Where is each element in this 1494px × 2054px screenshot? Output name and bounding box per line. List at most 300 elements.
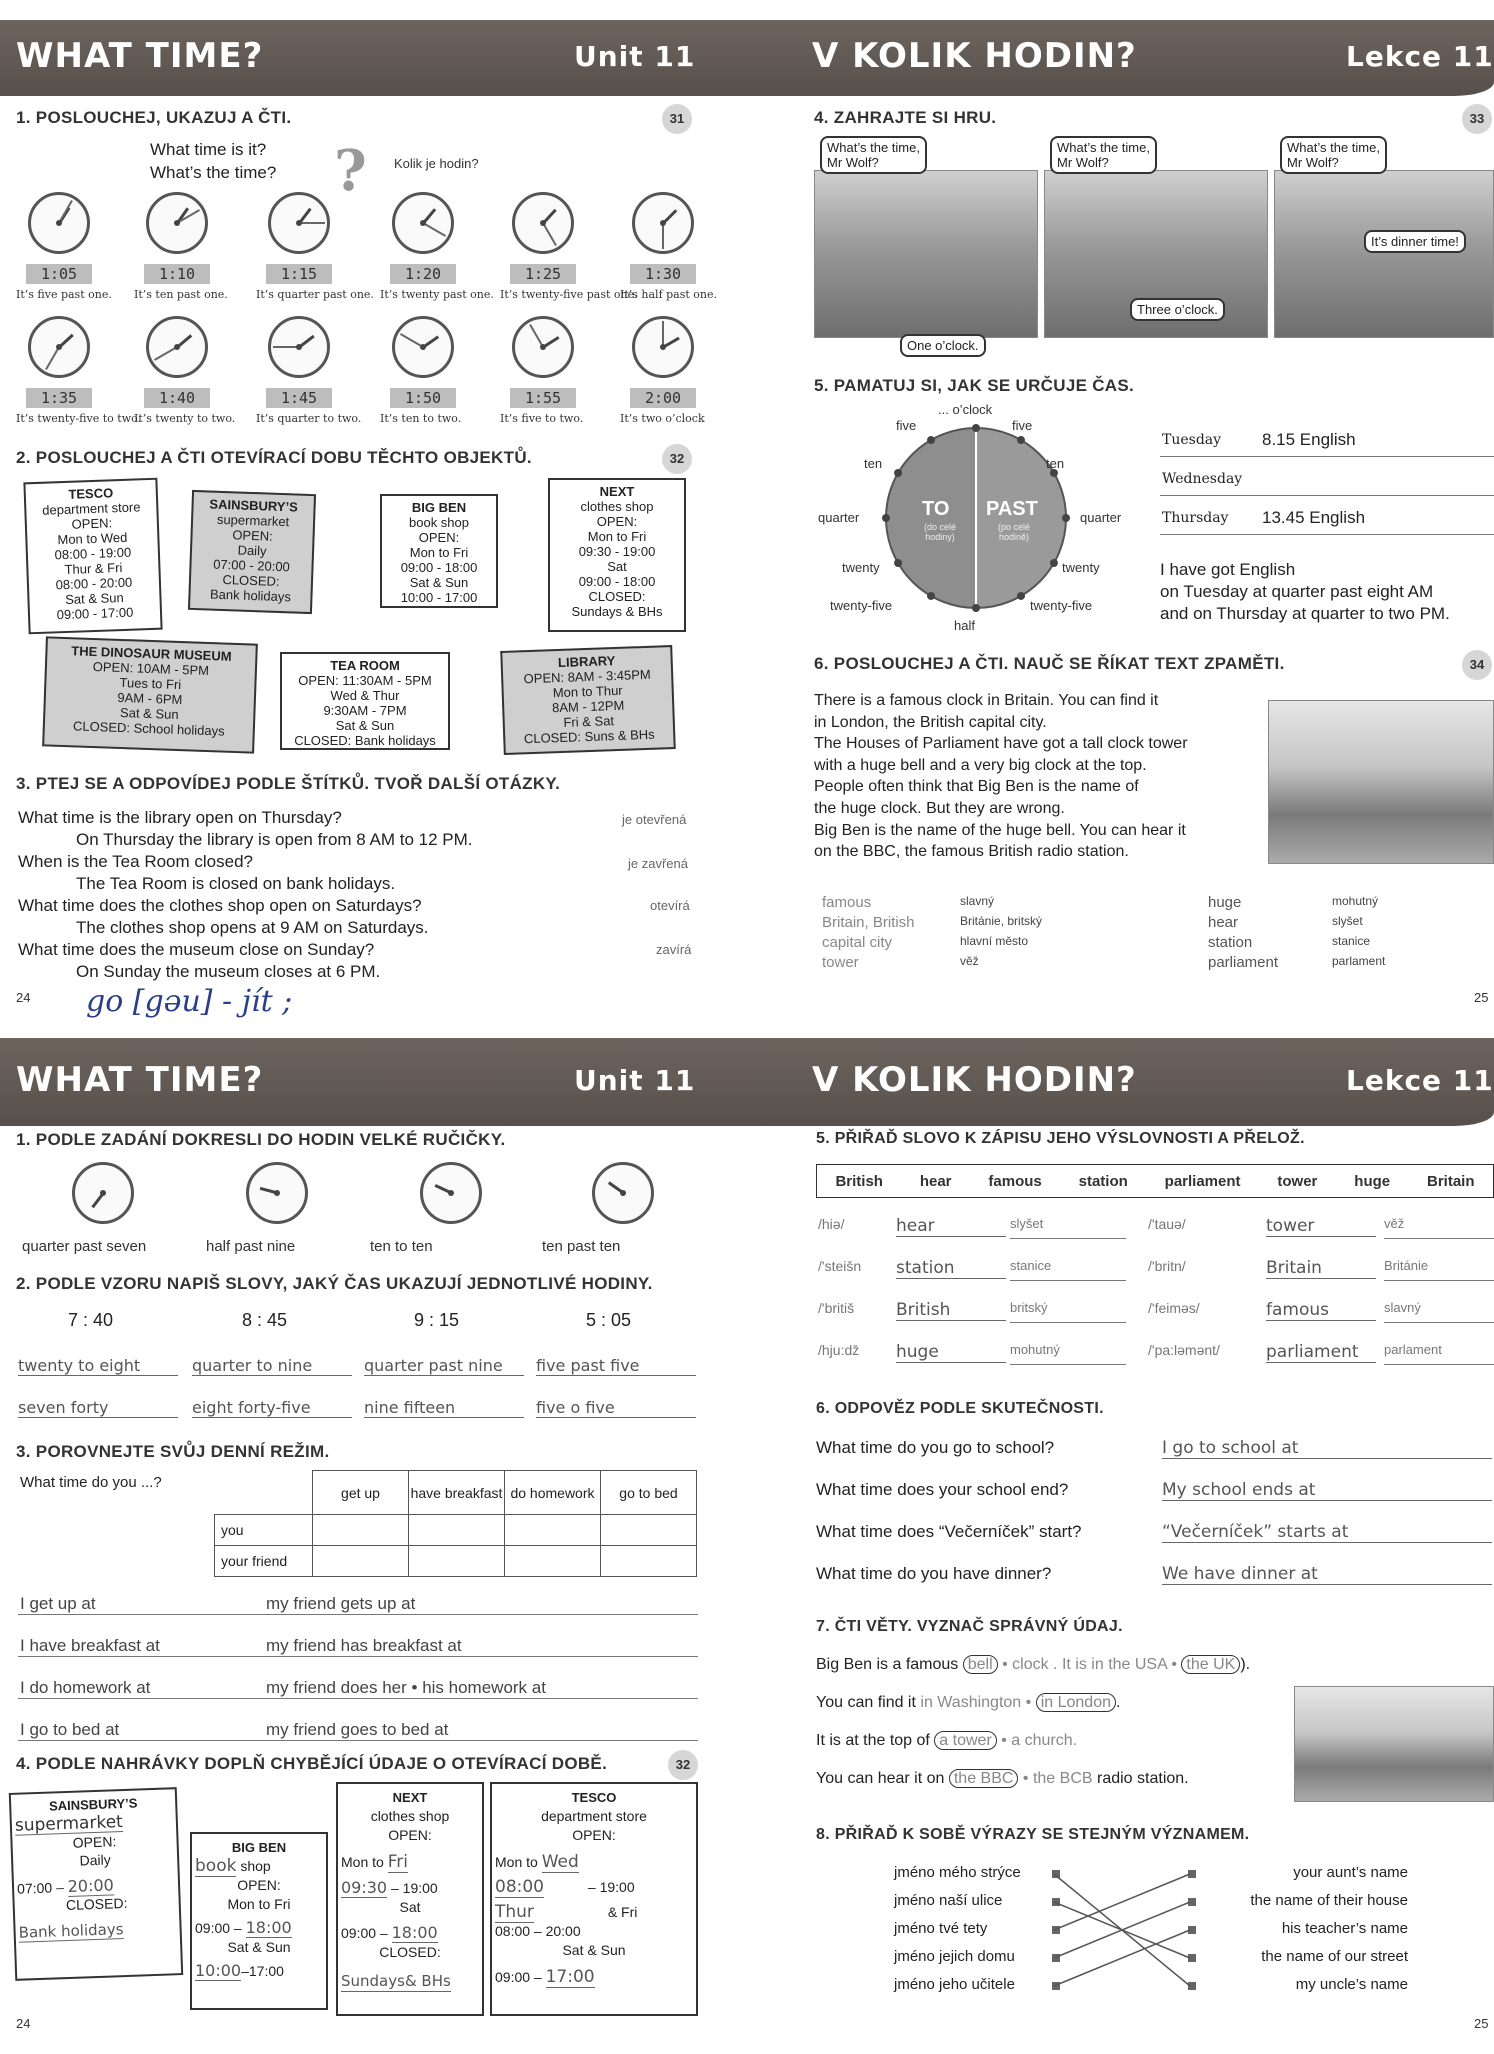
match-right: your aunt’s name — [1293, 1864, 1408, 1881]
clock-caption: quarter past seven — [22, 1238, 147, 1255]
ex3-title: 3. PTEJ SE A ODPOVÍDEJ PODLE ŠTÍTKŮ. TVOŘ DALŠÍ OTÁZKY. — [16, 774, 561, 793]
card-line: book shop — [409, 515, 469, 530]
sentence-text: . — [1116, 1694, 1121, 1711]
vocab-cell: capital city — [822, 934, 893, 951]
to-sub: (do celé hodiny) — [923, 522, 957, 542]
col-go-to-bed: go to bed — [601, 1471, 697, 1515]
ex3-side-note: zavírá — [656, 942, 692, 957]
handwritten-answer: 18:00 — [391, 1923, 438, 1942]
b-ex5-title: 5. PŘIŘAĎ SLOVO K ZÁPISU JEHO VÝSLOVNOSTI A PŘELOŽ. — [816, 1130, 1305, 1147]
card-line: CLOSED: — [588, 589, 646, 604]
ex5-sentence: and on Thursday at quarter to two PM. — [1160, 604, 1450, 623]
card-name: TESCO — [571, 1790, 617, 1805]
card-line: 09:00 - 17:00 — [56, 604, 134, 623]
card-line: clothes shop — [370, 1808, 450, 1824]
ex6-title: 6. POSLOUCHEJ A ČTI. NAUČ SE ŘÍKAT TEXT ZPAMĚTI. — [814, 654, 1285, 673]
match-left: jméno naší ulice — [894, 1892, 1003, 1909]
dialogue-line: On Thursday the library is open from 8 AM to 12 PM. — [76, 830, 473, 849]
ex3-side-note: otevírá — [650, 898, 690, 913]
writing-line — [18, 1614, 698, 1615]
written-time-answer[interactable]: five o five — [536, 1398, 696, 1418]
choice[interactable]: • the BCB — [1022, 1770, 1093, 1787]
card-line: OPEN: 10AM - 5PM — [92, 658, 210, 679]
written-time-answer[interactable]: seven forty — [18, 1398, 178, 1418]
clock-minute-hand — [45, 347, 60, 371]
phonetic: /'feiməs/ — [1148, 1300, 1200, 1316]
match-right: my uncle’s name — [1295, 1976, 1408, 1993]
rule-line — [1160, 456, 1494, 457]
day-name: Tuesday — [1162, 432, 1222, 448]
phonetic: /hiə/ — [818, 1216, 845, 1232]
time-caption: It’s five to two. — [500, 412, 584, 425]
wheel-label: ten — [864, 456, 883, 471]
clock-minute-hand — [423, 222, 447, 237]
card-line: Tues to Fri — [119, 674, 182, 693]
rule-line — [1384, 1238, 1494, 1239]
translation: věž — [1384, 1216, 1405, 1231]
info-card — [548, 478, 686, 632]
ex5-sentence: I have got English — [1160, 560, 1296, 579]
ex3-side-note: je otevřená — [622, 812, 687, 827]
writing-prompt: I do homework at — [20, 1678, 151, 1697]
word-answer[interactable]: tower — [1266, 1216, 1376, 1237]
question: What time do you go to school? — [816, 1438, 1055, 1457]
card-line: clothes shop — [580, 499, 654, 514]
card-line: 07:00 – — [16, 1879, 65, 1897]
phonetic: /'pa:ləmənt/ — [1148, 1342, 1220, 1358]
word-bank-item: Britain — [1427, 1172, 1475, 1190]
separator: • — [1171, 1656, 1177, 1673]
clock-center — [174, 220, 180, 226]
card-line: 07:00 - 20:00 — [212, 556, 291, 575]
word-answer[interactable]: famous — [1266, 1300, 1376, 1321]
wheel-label: twenty-five — [830, 598, 893, 613]
digital-time: 1:50 — [390, 388, 456, 408]
card-line: Sat — [607, 559, 627, 574]
card-line: Mon to — [495, 1854, 538, 1870]
cell-input[interactable] — [601, 1546, 697, 1577]
info-card — [188, 490, 316, 614]
clock-face — [246, 1162, 308, 1224]
rule-line — [1010, 1322, 1126, 1323]
ex4-title: 4. ZAHRAJTE SI HRU. — [814, 108, 997, 127]
word-answer[interactable]: hear — [896, 1216, 1006, 1237]
digital-time: 5 : 05 — [586, 1310, 632, 1330]
page-number-left: 24 — [16, 2016, 31, 2031]
clock-minute-hand — [299, 222, 325, 224]
cell-input[interactable] — [409, 1515, 505, 1546]
clock-face — [268, 316, 330, 378]
writing-prompt: I go to bed at — [20, 1720, 120, 1739]
card-line: OPEN: — [237, 1877, 281, 1893]
col-get-up: get up — [313, 1471, 409, 1515]
rule-line — [1384, 1364, 1494, 1365]
clock-center — [56, 220, 62, 226]
wheel-dot — [927, 436, 935, 444]
wheel-dot — [927, 592, 935, 600]
written-time-answer[interactable]: quarter to nine — [192, 1356, 352, 1376]
clock-face — [28, 316, 90, 378]
wolf-game-photo-3 — [1274, 170, 1494, 338]
card-line: Sat & Sun — [227, 1939, 291, 1955]
card-line: Wed & Thur — [330, 688, 400, 703]
vocab-cell: Británie, britský — [960, 914, 1043, 928]
card-line: 8AM - 12PM — [551, 697, 625, 716]
wheel-dot — [1062, 514, 1070, 522]
card-line: shop — [240, 1858, 271, 1874]
card-line: CLOSED: Suns & BHs — [523, 726, 655, 747]
tesco-card — [490, 1782, 698, 2016]
phonetic: /'britn/ — [1148, 1258, 1186, 1274]
card-line: CLOSED: School holidays — [72, 718, 225, 739]
wheel-dot — [894, 469, 902, 477]
digital-time: 1:10 — [144, 264, 210, 284]
card-line: 09:00 – — [341, 1925, 388, 1941]
info-card — [280, 652, 450, 750]
b-ex2-title: 2. PODLE VZORU NAPIŠ SLOVY, JAKÝ ČAS UKAZUJÍ JEDNOTLIVÉ HODINY. — [16, 1274, 653, 1293]
card-line: Daily — [237, 542, 267, 559]
ex1-question-2: What’s the time? — [150, 163, 277, 182]
wolf-game-photo-1 — [814, 170, 1038, 338]
card-name: BIG BEN — [411, 500, 467, 515]
card-name: TESCO — [68, 485, 114, 502]
handwritten-answer: Sundays& BHs — [341, 1972, 451, 1990]
sentence-text: Big Ben is a famous — [816, 1656, 959, 1673]
card-line: CLOSED: — [65, 1894, 128, 1914]
bottom-left-title: WHAT TIME? — [16, 1060, 264, 1100]
b-ex7-sentence-2 — [816, 1694, 1120, 1712]
card-line: Bank holidays — [209, 586, 292, 605]
digital-time: 1:45 — [266, 388, 332, 408]
ex1-question-1: What time is it? — [150, 140, 267, 159]
track-number: 34 — [1462, 650, 1492, 680]
cell-input[interactable] — [601, 1515, 697, 1546]
word-bank-item: station — [1078, 1172, 1128, 1190]
clock-face — [512, 316, 574, 378]
word-answer[interactable]: station — [896, 1258, 1006, 1279]
digital-time: 2:00 — [630, 388, 696, 408]
clock-center — [296, 344, 302, 350]
clock-face — [146, 316, 208, 378]
card-line: & Fri — [607, 1904, 638, 1920]
wheel-dot — [1017, 592, 1025, 600]
clock-face — [632, 316, 694, 378]
card-line: Sat — [399, 1899, 421, 1915]
vocab-cell: mohutný — [1332, 894, 1379, 908]
col-do-homework: do homework — [505, 1471, 601, 1515]
clock-center — [420, 344, 426, 350]
vocab-cell: věž — [960, 954, 979, 968]
time-caption: It’s twenty past one. — [380, 288, 494, 301]
phonetic: /hju:dž — [818, 1342, 860, 1358]
top-right-title: V KOLIK HODIN? — [812, 36, 1137, 76]
text-line: on the BBC, the famous British radio station. — [814, 843, 1129, 861]
sainsburys-card — [9, 1787, 183, 1981]
handwritten-answer: 08:00 — [495, 1877, 544, 1897]
card-line: OPEN: — [418, 530, 460, 545]
clock-face — [28, 192, 90, 254]
answer-line[interactable]: “Večerníček” starts at — [1162, 1522, 1492, 1543]
vocab-cell: parlament — [1332, 954, 1386, 968]
b-ex3-question: What time do you ...? — [20, 1474, 162, 1491]
vocab-cell: parliament — [1208, 954, 1279, 971]
word-bank-item: tower — [1277, 1172, 1318, 1190]
writing-prompt: I have breakfast at — [20, 1636, 160, 1655]
text-line: People often think that Big Ben is the name of — [814, 778, 1139, 796]
rule-line — [1160, 534, 1494, 535]
rule-line — [1010, 1238, 1126, 1239]
card-name: THE DINOSAUR MUSEUM — [71, 643, 232, 664]
digital-time: 1:35 — [26, 388, 92, 408]
word-bank-item: huge — [1354, 1172, 1391, 1190]
clock-minute-hand — [662, 223, 664, 249]
day-lesson: 8.15 English — [1262, 430, 1356, 449]
clock-face — [72, 1162, 134, 1224]
digital-time: 1:40 — [144, 388, 210, 408]
circled-choice[interactable]: the BBC — [949, 1769, 1019, 1788]
clock-face — [268, 192, 330, 254]
translation: parlament — [1384, 1342, 1442, 1357]
written-time-answer[interactable]: quarter past nine — [364, 1356, 524, 1376]
clock-center — [448, 1190, 454, 1196]
b-ex7-sentence-3 — [816, 1732, 1077, 1750]
card-line: – 19:00 — [587, 1879, 635, 1895]
written-time-answer[interactable]: eight forty-five — [192, 1398, 352, 1418]
b-ex3-title: 3. POROVNEJTE SVŮJ DENNÍ REŽIM. — [16, 1442, 330, 1461]
time-caption: It’s twenty to two. — [134, 412, 236, 425]
word-answer[interactable]: British — [896, 1300, 1006, 1321]
wheel-label: five — [896, 418, 917, 433]
writing-line — [18, 1740, 698, 1741]
text-line: the huge clock. But they are wrong. — [814, 800, 1065, 817]
ex2-title: 2. POSLOUCHEJ A ČTI OTEVÍRACÍ DOBU TĚCHTO OBJEKTŮ. — [16, 448, 532, 467]
translation: slavný — [1384, 1300, 1421, 1315]
cell-input[interactable] — [313, 1546, 409, 1577]
card-name: SAINSBURY’S — [48, 1795, 138, 1814]
card-line: Mon to Wed — [57, 529, 128, 548]
time-caption: It’s two o’clock — [620, 412, 705, 425]
circled-choice[interactable]: a tower — [934, 1731, 996, 1750]
clock-face — [592, 1162, 654, 1224]
card-line: OPEN: — [72, 1833, 117, 1851]
circled-choice[interactable]: the UK — [1181, 1655, 1240, 1674]
b-ex6-title: 6. ODPOVĚZ PODLE SKUTEČNOSTI. — [816, 1400, 1104, 1417]
word-answer[interactable]: huge — [896, 1342, 1006, 1363]
clock-center — [540, 220, 546, 226]
ex5-sentence: on Tuesday at quarter past eight AM — [1160, 582, 1434, 601]
answer-line[interactable]: I go to school at — [1162, 1438, 1492, 1459]
digital-time: 8 : 45 — [242, 1310, 288, 1330]
card-line: department store — [41, 499, 141, 518]
handwritten-answer: Wed — [541, 1852, 579, 1872]
vocab-cell: hear — [1208, 914, 1239, 931]
dialogue-line: What time is the library open on Thursday? — [18, 808, 342, 827]
card-name: BIG BEN — [231, 1840, 287, 1855]
info-card — [42, 636, 258, 753]
wheel-label: ... o’clock — [938, 402, 993, 417]
card-name: SAINSBURY’S — [209, 496, 299, 515]
card-line: Thur & Fri — [64, 559, 123, 577]
track-number: 32 — [662, 444, 692, 474]
choice[interactable]: in Washington — [920, 1694, 1022, 1711]
clock-center — [660, 220, 666, 226]
card-line: Mon to Fri — [409, 545, 469, 560]
clock-center — [100, 1190, 106, 1196]
sentence-text: You can hear it on — [816, 1770, 945, 1787]
cell-input[interactable] — [313, 1515, 409, 1546]
b-ex7-sentence-1 — [816, 1656, 1250, 1674]
card-line: Daily — [79, 1851, 111, 1869]
b-ex7-title: 7. ČTI VĚTY. VYZNAČ SPRÁVNÝ ÚDAJ. — [816, 1618, 1123, 1635]
card-line: 09:30 - 19:00 — [578, 544, 656, 559]
written-time-answer[interactable]: twenty to eight — [18, 1356, 178, 1376]
sentence-text: It is at the top of — [816, 1732, 930, 1749]
row-you: you — [215, 1515, 313, 1546]
speech-bubble: What’s the time, Mr Wolf? — [1050, 136, 1157, 174]
word-answer[interactable]: parliament — [1266, 1342, 1376, 1363]
ex5-title: 5. PAMATUJ SI, JAK SE URČUJE ČAS. — [814, 376, 1135, 395]
separator: • — [1025, 1694, 1032, 1711]
text-line: with a huge bell and a very big clock at the top. — [814, 756, 1147, 774]
day-name: Wednesday — [1162, 471, 1243, 487]
sentence-text: radio station. — [1097, 1770, 1189, 1787]
circled-choice[interactable]: in London — [1036, 1693, 1116, 1712]
card-name: NEXT — [599, 484, 635, 499]
match-left: jméno jejich domu — [894, 1948, 1015, 1965]
dialogue-line: What time does the clothes shop open on Saturdays? — [18, 896, 422, 915]
card-line: – 19:00 — [391, 1880, 438, 1896]
circled-choice[interactable]: bell — [963, 1655, 998, 1674]
time-caption: It’s twenty-five to two. — [16, 412, 142, 425]
writing-prompt: my friend has breakfast at — [266, 1636, 462, 1655]
bottom-right-unit: Lekce 11 — [1346, 1064, 1494, 1097]
wheel-label: quarter — [818, 510, 860, 525]
card-line: 9AM - 6PM — [117, 689, 183, 708]
card-line: 10:00 - 17:00 — [400, 590, 478, 605]
card-line: OPEN: 11:30AM - 5PM — [298, 673, 432, 688]
wheel-svg — [878, 420, 1074, 616]
card-line: 09:00 - 18:00 — [400, 560, 478, 575]
wheel-label: quarter — [1080, 510, 1122, 525]
card-line: –17:00 — [241, 1963, 284, 1979]
card-line: department store — [541, 1808, 647, 1824]
clock-center — [274, 1190, 280, 1196]
bigben-card — [190, 1832, 328, 2010]
rule-line — [1160, 495, 1494, 496]
word-answer[interactable]: Britain — [1266, 1258, 1376, 1279]
digital-time: 1:30 — [630, 264, 696, 284]
vocab-cell: huge — [1208, 894, 1242, 911]
sentence-text: You can find it — [816, 1694, 916, 1711]
top-left-unit: Unit 11 — [574, 40, 696, 73]
track-number: 31 — [662, 104, 692, 134]
vocab-cell: hlavní město — [960, 934, 1029, 948]
b-ex1-title: 1. PODLE ZADÁNÍ DOKRESLI DO HODIN VELKÉ RUČIČKY. — [16, 1130, 506, 1149]
translation: stanice — [1010, 1258, 1052, 1273]
translation: Británie — [1384, 1258, 1429, 1273]
card-line: OPEN: — [596, 514, 638, 529]
answer-line[interactable]: We have dinner at — [1162, 1564, 1492, 1585]
clock-center — [296, 220, 302, 226]
card-line: OPEN: — [71, 515, 113, 532]
cell-input[interactable] — [505, 1515, 601, 1546]
handwritten-answer: supermarket — [14, 1812, 124, 1836]
next-card — [336, 1782, 484, 2016]
daily-routine-table — [214, 1470, 697, 1577]
clock-caption: ten to ten — [370, 1238, 433, 1255]
time-wheel-diagram — [818, 402, 1122, 633]
b-ex4-title: 4. PODLE NAHRÁVKY DOPLŇ CHYBĚJÍCÍ ÚDAJE O OTEVÍRACÍ DOBĚ. — [16, 1754, 608, 1773]
text-line: in London, the British capital city. — [814, 713, 1047, 731]
handwritten-answer: 18:00 — [245, 1918, 292, 1937]
wheel-label: twenty — [1062, 560, 1100, 575]
dialogue-line: The Tea Room is closed on bank holidays. — [76, 874, 396, 893]
time-caption: It’s ten to two. — [380, 412, 462, 425]
card-line: Fri & Sat — [563, 713, 615, 730]
match-right: his teacher’s name — [1281, 1920, 1408, 1937]
handwritten-answer: 20:00 — [67, 1875, 115, 1896]
choice[interactable]: the USA — [1108, 1656, 1167, 1673]
wheel-dot — [1017, 436, 1025, 444]
bottom-left-unit: Unit 11 — [574, 1064, 696, 1097]
question: What time do you have dinner? — [816, 1564, 1052, 1583]
clock-center — [420, 220, 426, 226]
clock-center — [174, 344, 180, 350]
text-line: The Houses of Parliament have got a tall clock tower — [814, 735, 1188, 753]
vocab-cell: stanice — [1332, 934, 1371, 948]
vocab-cell: Britain, British — [822, 914, 915, 931]
writing-prompt: my friend does her • his homework at — [266, 1678, 546, 1697]
card-line: Sat & Sun — [64, 589, 124, 607]
day-name: Thursday — [1162, 510, 1229, 526]
written-time-answer[interactable]: five past five — [536, 1356, 696, 1376]
card-line: Sat & Sun — [335, 718, 395, 733]
clock-center — [660, 344, 666, 350]
track-number: 32 — [668, 1750, 698, 1780]
card-line: Mon to — [341, 1854, 384, 1870]
clock-minute-hand — [542, 223, 557, 247]
card-name: NEXT — [392, 1790, 428, 1805]
cell-input[interactable] — [505, 1546, 601, 1577]
written-time-answer[interactable]: nine fifteen — [364, 1398, 524, 1418]
clock-face — [512, 192, 574, 254]
rule-line — [1384, 1280, 1494, 1281]
digital-time: 1:15 — [266, 264, 332, 284]
to-label: TO — [922, 498, 950, 520]
card-line: 08:00 - 19:00 — [54, 544, 132, 563]
handwritten-answer: Thur — [495, 1902, 534, 1922]
card-line: OPEN: — [572, 1827, 616, 1843]
clock-face — [146, 192, 208, 254]
card-line: OPEN: — [388, 1827, 432, 1843]
answer-line[interactable]: My school ends at — [1162, 1480, 1492, 1501]
match-right: the name of their house — [1250, 1892, 1408, 1909]
top-right-unit: Lekce 11 — [1346, 40, 1494, 73]
card-line: Mon to Thur — [552, 682, 623, 701]
speech-bubble: What’s the time, Mr Wolf? — [820, 136, 927, 174]
cell-input[interactable] — [409, 1546, 505, 1577]
match-right: the name of our street — [1261, 1948, 1408, 1965]
track-number: 33 — [1462, 104, 1492, 134]
digital-time: 1:20 — [390, 264, 456, 284]
row-your-friend: your friend — [215, 1546, 313, 1577]
clock-caption: half past nine — [206, 1238, 296, 1255]
card-name: LIBRARY — [557, 653, 616, 671]
word-bank-item: famous — [988, 1172, 1042, 1190]
wheel-dot — [972, 604, 980, 612]
clock-center — [56, 344, 62, 350]
wheel-dot — [894, 559, 902, 567]
